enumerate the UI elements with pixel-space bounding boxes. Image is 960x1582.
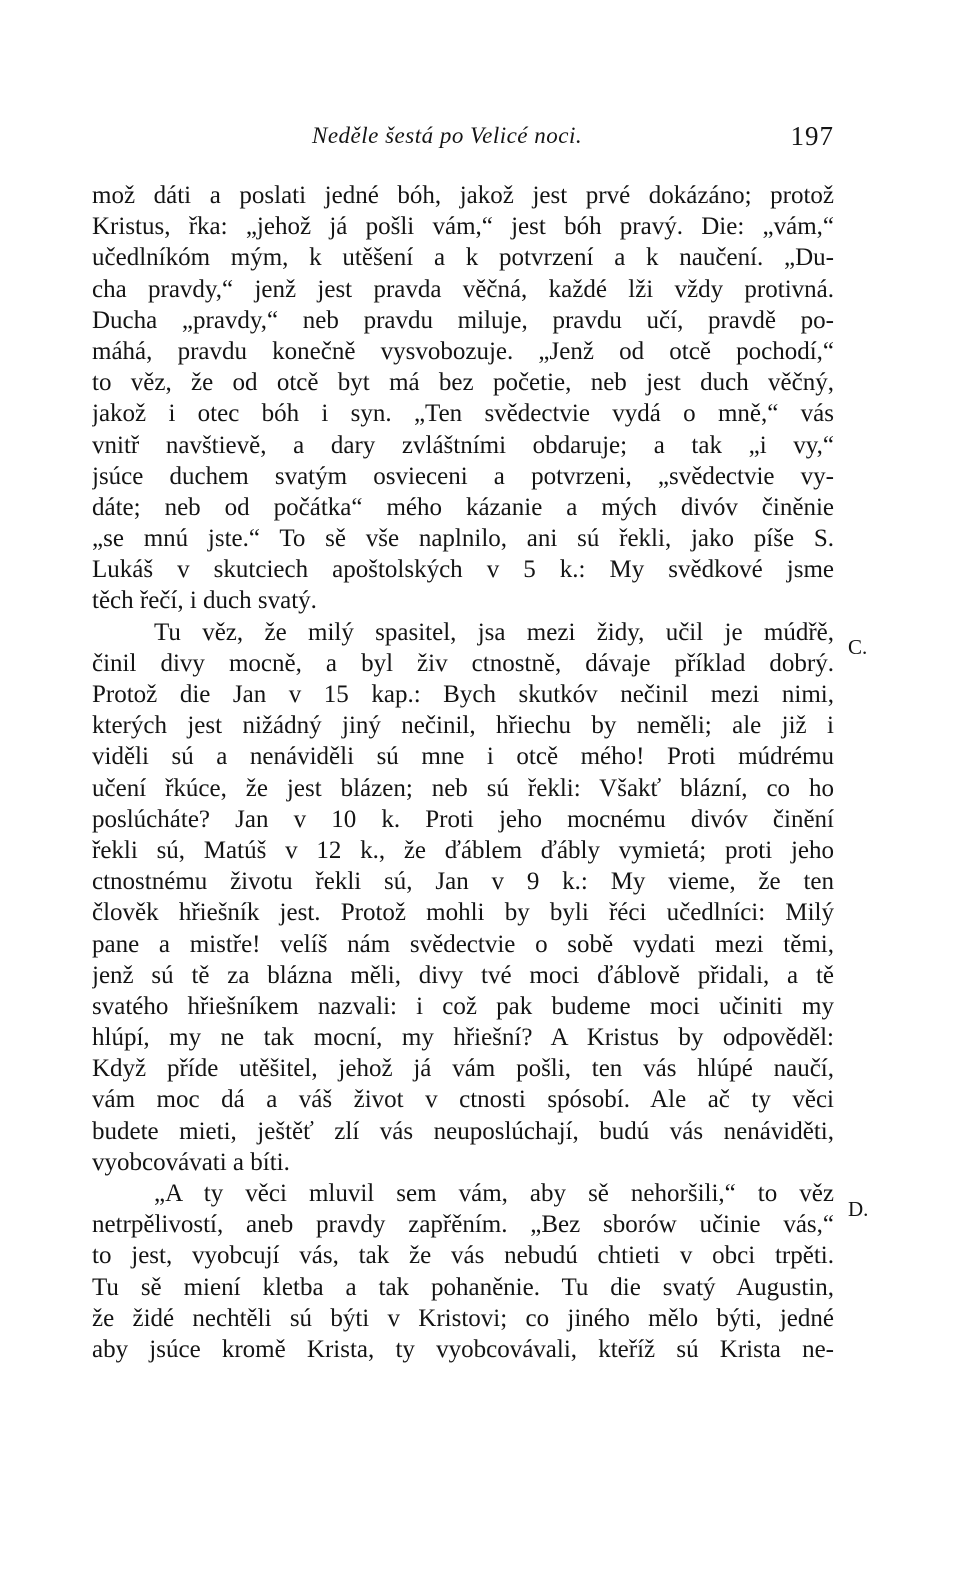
text-line: cha pravdy,“ jenž jest pravda věčná, každé lži vždy protivná.: [92, 275, 834, 303]
margin-note-d: D.: [848, 1197, 869, 1221]
text-line: jsúce duchem svatým osvieceni a potvrzeni, „svědectvie vy-: [92, 462, 834, 490]
body-text: [92, 180, 834, 1365]
text-line: Ducha „pravdy,“ neb pravdu miluje, pravdu učí, pravdě po-: [92, 306, 834, 334]
text-line: člověk hřiešník jest. Protož mohli by byli řéci učedlníci: Milý: [92, 899, 834, 927]
text-line: svatého hřiešníkem nazvali: i což pak budeme moci učiniti my: [92, 992, 834, 1020]
text-line: Lukáš v skutciech apoštolských v 5 k.: My svědkové jsme: [92, 556, 834, 584]
text-line: dáte; neb od počátka“ mého kázanie a mých divóv činěnie: [92, 493, 834, 521]
text-line: vyobcovávati a bíti.: [92, 1148, 290, 1176]
text-line: Protož die Jan v 15 kap.: Bych skutkóv nečinil mezi nimi,: [92, 681, 834, 708]
text-line: hlúpí, my ne tak mocní, my hřiešní? A Kristus by odpověděl:: [92, 1024, 834, 1052]
running-title: Neděle šestá po Velicé noci.: [312, 123, 583, 148]
text-line: poslúcháte? Jan v 10 k. Proti jeho mocnému divóv činění: [92, 805, 834, 833]
margin-note-c: C.: [848, 635, 868, 659]
text-line: to věz, že od otcě byt má bez početie, neb jest duch věčný,: [92, 369, 834, 397]
text-line: mož dáti a poslati jedné bóh, jakož jest prvé dokázáno; protož: [92, 182, 834, 209]
text-line: že židé nechtěli sú býti v Kristovi; co jiného mělo býti, jedné: [92, 1304, 834, 1332]
page-number: 197: [790, 121, 834, 151]
text-line: budete mieti, ještěť zlí vás neuposlúchají, budú vás nenáviděti,: [92, 1117, 834, 1145]
text-line: jakož i otec bóh i syn. „Ten svědectvie vydá o mně,“ vás: [92, 400, 834, 428]
text-line: vám moc dá a váš život v ctnosti spósobí. Ale ač ty věci: [92, 1086, 834, 1114]
text-line: učení řkúce, že jest blázen; neb sú řekli: Všakť blázní, co ho: [92, 774, 834, 802]
text-line: kterých jest nižádný jiný nečinil, hřiechu by neměli; ale již i: [92, 712, 834, 740]
text-line: Kristus, řka: „jehož já pošli vám,“ jest bóh pravý. Die: „vám,“: [92, 213, 834, 241]
text-line: viděli sú a nenáviděli sú mne i otcě mého! Proti múdrému: [92, 743, 834, 771]
text-line: Tu věz, že milý spasitel, jsa mezi židy, učil je múdřě,: [154, 618, 834, 646]
text-line: činil divy mocně, a byl živ ctnostně, dávaje příklad dobrý.: [92, 649, 834, 677]
page-header: [92, 123, 834, 163]
text-line: jenž sú tě za blázna měli, divy tvé moci ďáblově přidali, a tě: [92, 961, 834, 989]
text-line: „se mnú jste.“ To sě vše naplnilo, ani sú řekli, jako píše S.: [92, 525, 834, 553]
text-line: těch řečí, i duch svatý.: [92, 587, 317, 615]
text-line: to jest, vyobcují vás, tak že vás nebudú chtieti v obci trpěti.: [92, 1242, 834, 1270]
text-line: „A ty věci mluvil sem vám, aby sě nehoršili,“ to věz: [154, 1180, 834, 1207]
text-line: aby jsúce kromě Krista, ty vyobcovávali, kteříž sú Krista ne-: [92, 1335, 834, 1363]
text-line: řekli sú, Matúš v 12 k., že ďáblem ďábly vymietá; proti jeho: [92, 836, 834, 864]
text-line: Tu sě miení kletba a tak pohaněnie. Tu die svatý Augustin,: [92, 1273, 834, 1301]
text-line: máhá, pravdu konečně vysvobozuje. „Jenž od otcě pochodí,“: [92, 337, 834, 365]
text-line: pane a mistře! velíš nám svědectvie o sobě vydati mezi těmi,: [92, 930, 834, 958]
text-line: netrpělivostí, aneb pravdy zapřěním. „Bez sborów učinie vás,“: [92, 1211, 834, 1239]
text-line: Když příde utěšitel, jehož já vám pošli, ten vás hlúpé naučí,: [92, 1055, 834, 1083]
text-line: ctnostnému životu řekli sú, Jan v 9 k.: My vieme, že ten: [92, 868, 834, 896]
text-line: učedlníkóm mým, k utěšení a k potvrzení a k naučení. „Du-: [92, 244, 834, 272]
text-line: vnitř navštievě, a dary zvláštními obdaruje; a tak „i vy,“: [92, 431, 834, 459]
